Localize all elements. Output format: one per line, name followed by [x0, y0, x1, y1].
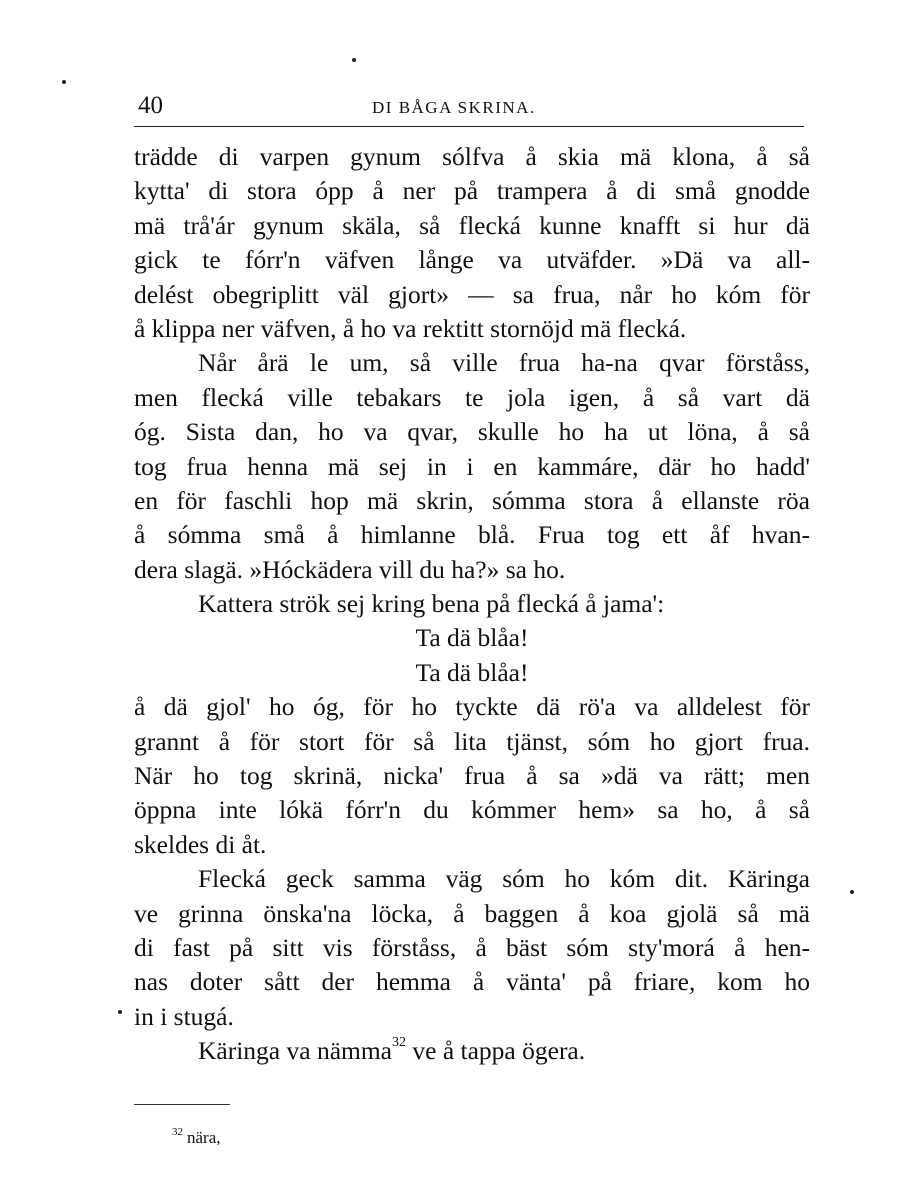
- text-fragment: Käringa va nämma: [198, 1036, 393, 1066]
- text-line: dera slagä. »Hóckädera vill du ha?» sa ho.: [134, 554, 566, 584]
- ink-speck: [62, 80, 66, 84]
- text-line: men flecká ville tebakars te jola igen, å så vart dä: [134, 382, 810, 412]
- text-line-with-footnote: [134, 1034, 810, 1068]
- verse-line: Ta dä blåa!: [415, 657, 529, 687]
- text-line: ve grinna önska'na löcka, å baggen å koa gjolä så mä: [134, 898, 810, 928]
- text-line: nas doter sått der hemma å vänta' på friare, kom ho: [134, 967, 810, 997]
- text-line: grannt å för stort för så lita tjänst, sóm ho gjort frua.: [134, 726, 810, 756]
- running-title: DI BÅGA SKRINA.: [372, 98, 536, 117]
- text-line: di fast på sitt vis förståss, å bäst sóm sty'morá å hen-: [134, 932, 810, 962]
- text-line: Flecká geck samma väg sóm ho kóm dit. Käringa: [198, 864, 810, 894]
- footnote-number: 32: [172, 1126, 183, 1138]
- verse-line: Ta dä blåa!: [415, 623, 529, 653]
- footnote-text: nära,: [187, 1128, 221, 1147]
- text-line: trädde di varpen gynum sólfva å skia mä klona, å så: [134, 142, 810, 171]
- text-line: en för faschli hop mä skrin, sómma stora å ellanste röa: [134, 485, 810, 515]
- text-fragment: ve å tappa ögera.: [412, 1036, 586, 1066]
- text-line: gick te fórr'n väfven långe va utväfder. »Dä va all-: [134, 245, 810, 275]
- text-line: öppna inte lókä fórr'n du kómmer hem» sa ho, å så: [134, 795, 810, 825]
- text-line: in i stugá.: [134, 1001, 234, 1031]
- text-line: skeldes di åt.: [134, 829, 267, 859]
- footnote-ref: 32: [392, 1035, 407, 1051]
- text-line: mä trå'ár gynum skäla, så flecká kunne knafft si hur dä: [134, 210, 810, 240]
- header-rule: [134, 126, 804, 127]
- text-line: tog frua henna mä sej in i en kammáre, där ho hadd': [134, 451, 810, 481]
- ink-speck: [118, 1010, 122, 1014]
- page-header: [134, 90, 804, 126]
- footnote: [172, 1128, 221, 1148]
- ink-speck: [850, 890, 854, 894]
- text-line: óg. Sista dan, ho va qvar, skulle ho ha ut löna, å så: [134, 417, 810, 447]
- text-line: kytta' di stora ópp å ner på trampera å di små gnodde: [134, 176, 810, 206]
- footnote-rule: [134, 1104, 230, 1105]
- text-line: å klippa ner väfven, å ho va rektitt stornöjd mä flecká.: [134, 313, 687, 343]
- text-line: Kattera strök sej kring bena på flecká å jama':: [198, 589, 665, 619]
- ink-speck: [352, 58, 356, 62]
- text-line: delést obegriplitt väl gjort» — sa frua, når ho kóm för: [134, 279, 810, 309]
- text-line: å sómma små å himlanne blå. Frua tog ett åf hvan-: [134, 520, 810, 550]
- text-line: å dä gjol' ho óg, för ho tyckte dä rö'a va alldelest för: [134, 692, 810, 722]
- text-line: Når årä le um, så ville frua ha-na qvar förståss,: [198, 348, 810, 378]
- page-number: 40: [138, 92, 163, 119]
- body-text: [134, 140, 810, 1069]
- text-line: När ho tog skrinä, nicka' frua å sa »dä va rätt; men: [134, 761, 810, 791]
